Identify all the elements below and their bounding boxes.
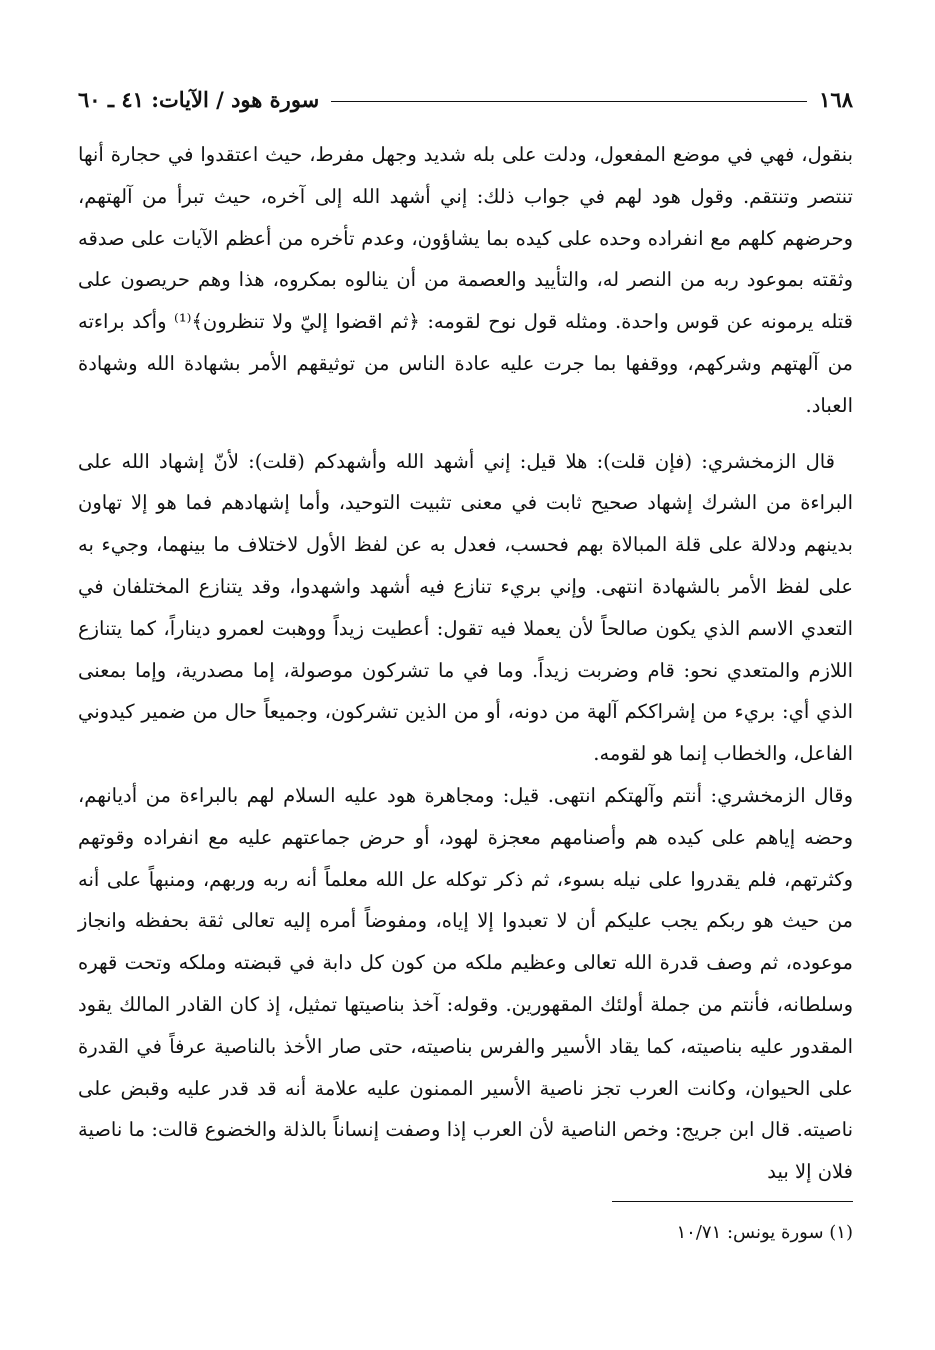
page-header xyxy=(78,82,853,116)
header-rule xyxy=(331,101,807,102)
paragraph-gap xyxy=(78,427,853,441)
paragraph: وقال الزمخشري: أنتم وآلهتكم انتهى. قيل: ومجاهرة هود عليه السلام لهم بالبراءة من أديانهم، وحضه إياهم على كيده هم وأصنامهم معجزة لهود، أو حرض جماعتهم عليه مع انفراده وقوتهم وكثرتهم، فلم يقدروا على نيله بسوء، ثم ذكر توكله عل الله معلماً أنه ربه وربهم، ومنبهاً على أنه من حيث هو ربكم يجب عليكم أن لا تعبدوا إلا إياه، ومفوضاً أمره إليه تعالى ثقة بحفظه وانجاز موعوده، ثم وصف قدرة الله تعالى وعظيم ملكه من كون كل دابة في قبضته وملكه وتحت قهره وسلطانه، فأنتم من جملة أولئك المقهورين. وقوله: آخذ بناصيتها تمثيل، إذ كان القادر المالك يقود المقدور عليه بناصيته، كما يقاد الأسير والفرس بناصيته، حتى صار الأخذ بالناصية عرفاً في القدرة على الحيوان، وكانت العرب تجز ناصية الأسير الممنون عليه علامة أنه قد قدر عليه وقبض على ناصيته. قال ابن جريج: وخص الناصية لأن العرب إذا وصفت إنساناً بالذلة والخضوع قالت: ما ناصية فلان إلا بيد xyxy=(78,783,853,1184)
paragraph: قال الزمخشري: (فإن قلت): هلا قيل: إني أشهد الله وأشهدكم (قلت): لأنّ إشهاد الله على البراءة من الشرك إشهاد صحيح ثابت في معنى تثبيت التوحيد، وأما إشهادهم فما هو إلا تهاون بدينهم ودلالة على قلة المبالاة بهم فحسب، فعدل به عن لفظ الأول لاختلاف ما بينهما، وجيء به على لفظ الأمر بالشهادة انتهى. وإني بريء تنازع فيه أشهد واشهدوا، وقد يتنازع المختلفان في التعدي الاسم الذي يكون صالحاً لأن يعملا فيه تقول: أعطيت زيداً ووهبت لعمرو ديناراً، كما يتنازع اللازم والمتعدي نحو: قام وضربت زيداً. وما في ما تشركون موصولة، إما مصدرية، وإما بمعنى الذي أي: بريء من إشراككم آلهة من دونه، أو من الذين تشركون، وجميعاً حال من ضمير كيدوني الفاعل، والخطاب إنما هو لقومه. xyxy=(78,449,853,766)
footnote-divider xyxy=(612,1201,853,1202)
footnote: (١) سورة يونس: ١٠/٧١ xyxy=(676,1222,853,1243)
running-title: سورة هود / الآيات: ٤١ ـ ٦٠ xyxy=(78,86,320,112)
main-text xyxy=(78,134,853,1193)
paragraph: بنقول، فهي في موضع المفعول، ودلت على بله شديد وجهل مفرط، حيث اعتقدوا في حجارة أنها تنتصر وتنتقم. وقول هود لهم في جواب ذلك: إني أشهد الله إلى آخره، حيث تبرأ من آلهتهم، وحرضهم كلهم مع انفراده وحده على كيده بما يشاؤون، وعدم تأخره من أعظم الآيات على صدقه وثقته بموعود ربه من النصر له، والتأييد والعصمة من أن ينالوه بمكروه، هذا وهم حريصون على قتله يرمونه عن قوس واحدة. ومثله قول نوح لقومه: ﴿ثم اقضوا إليّ ولا تنظرون﴾⁽¹⁾ وأكد براءته من آلهتهم وشركهم، ووقفها بما جرت عليه عادة الناس من توثيقهم الأمر بشهادة الله وشهادة العباد. xyxy=(78,143,853,417)
page-number: ١٦٨ xyxy=(819,86,853,112)
